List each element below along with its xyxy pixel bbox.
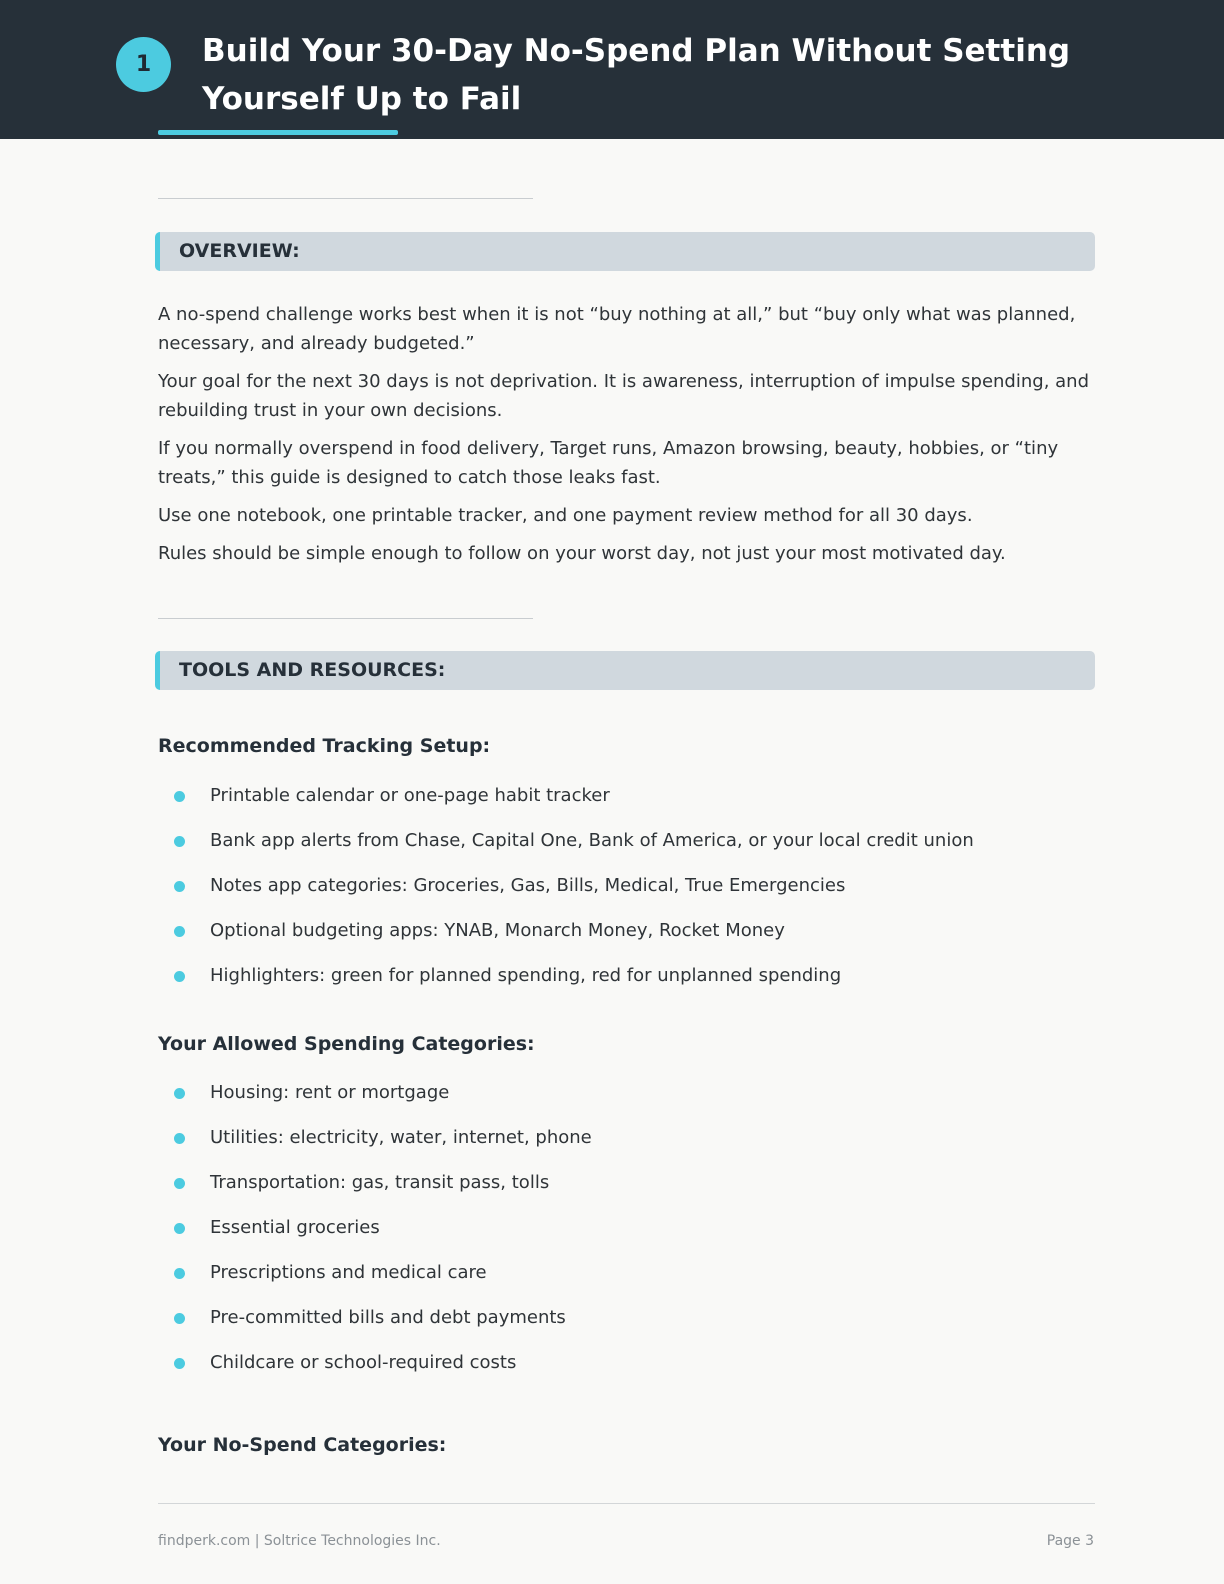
list-item	[158, 1125, 1098, 1170]
list-item	[158, 1350, 1098, 1395]
list-item	[158, 1305, 1098, 1350]
list-item-text: Notes app categories: Groceries, Gas, Bills, Medical, True Emergencies	[210, 875, 846, 896]
list-item	[158, 1260, 1098, 1305]
list-item-text: Highlighters: green for planned spending, red for unplanned spending	[210, 965, 842, 986]
page-header	[0, 0, 1224, 139]
overview-paragraph: If you normally overspend in food delivery, Target runs, Amazon browsing, beauty, hobbies, or “tiny treats,” this guide is designed to catch those leaks fast.	[158, 438, 1059, 488]
title-underline	[158, 130, 398, 135]
overview-paragraph: Use one notebook, one printable tracker, and one payment review method for all 30 days.	[158, 505, 973, 526]
list-item	[158, 783, 1098, 828]
page-number: Page 3	[1046, 1533, 1094, 1549]
step-number-badge: 1	[116, 37, 171, 92]
list-item-text: Housing: rent or mortgage	[210, 1082, 450, 1103]
list-item-text: Bank app alerts from Chase, Capital One, Bank of America, or your local credit union	[210, 830, 974, 851]
bullet-dot-icon	[174, 1088, 185, 1099]
list-item-text: Optional budgeting apps: YNAB, Monarch Money, Rocket Money	[210, 920, 785, 941]
footer-divider	[158, 1503, 1095, 1504]
bullet-dot-icon	[174, 881, 185, 892]
overview-body	[158, 300, 1098, 577]
no-spend-categories-heading: Your No-Spend Categories:	[158, 1434, 447, 1456]
bullet-dot-icon	[174, 1178, 185, 1189]
bullet-dot-icon	[174, 1268, 185, 1279]
allowed-categories-heading: Your Allowed Spending Categories:	[158, 1033, 535, 1055]
page-title: Build Your 30-Day No-Spend Plan Without Setting Yourself Up to Fail	[202, 33, 1071, 117]
list-item-text: Printable calendar or one-page habit tracker	[210, 785, 610, 806]
bullet-dot-icon	[174, 1223, 185, 1234]
bullet-dot-icon	[174, 1313, 185, 1324]
bullet-dot-icon	[174, 1133, 185, 1144]
list-item-text: Prescriptions and medical care	[210, 1262, 487, 1283]
overview-paragraph: A no-spend challenge works best when it is not “buy nothing at all,” but “buy only what was planned, necessary, and already budgeted.”	[158, 304, 1076, 354]
list-item-text: Childcare or school-required costs	[210, 1352, 517, 1373]
overview-section-bar	[155, 232, 1095, 271]
list-item	[158, 1170, 1098, 1215]
list-item	[158, 963, 1098, 1008]
bullet-dot-icon	[174, 791, 185, 802]
list-item	[158, 1080, 1098, 1125]
tools-section-bar	[155, 651, 1095, 690]
footer-source: findperk.com | Soltrice Technologies Inc.	[158, 1533, 441, 1549]
overview-heading: OVERVIEW:	[179, 240, 300, 262]
list-item-text: Transportation: gas, transit pass, tolls	[210, 1172, 550, 1193]
list-item	[158, 1215, 1098, 1260]
list-item-text: Pre-committed bills and debt payments	[210, 1307, 566, 1328]
list-item-text: Utilities: electricity, water, internet, phone	[210, 1127, 592, 1148]
tracking-setup-list	[158, 783, 1098, 1008]
divider	[158, 198, 533, 199]
tracking-setup-heading: Recommended Tracking Setup:	[158, 735, 491, 757]
list-item	[158, 873, 1098, 918]
bullet-dot-icon	[174, 1358, 185, 1369]
divider	[158, 618, 533, 619]
list-item	[158, 918, 1098, 963]
allowed-categories-list	[158, 1080, 1098, 1395]
bullet-dot-icon	[174, 971, 185, 982]
bullet-dot-icon	[174, 836, 185, 847]
bullet-dot-icon	[174, 926, 185, 937]
list-item	[158, 828, 1098, 873]
overview-paragraph: Your goal for the next 30 days is not deprivation. It is awareness, interruption of impulse spending, and rebuilding trust in your own decisions.	[158, 371, 1089, 421]
tools-heading: TOOLS AND RESOURCES:	[179, 659, 446, 681]
overview-paragraph: Rules should be simple enough to follow on your worst day, not just your most motivated day.	[158, 543, 1006, 564]
list-item-text: Essential groceries	[210, 1217, 380, 1238]
